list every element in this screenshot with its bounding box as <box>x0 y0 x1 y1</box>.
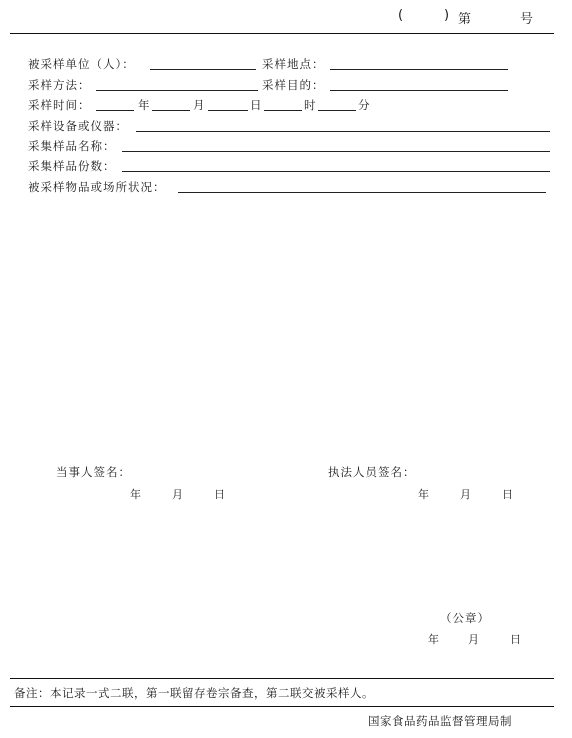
seal-date-month: 月 <box>468 633 480 646</box>
sampling-place-field[interactable] <box>330 69 508 70</box>
sampling-time-label: 采样时间： <box>28 98 91 112</box>
issuer-label: 国家食品药品监督管理局制 <box>368 714 512 728</box>
number-hao-label: 号 <box>520 12 534 27</box>
sampled-unit-label: 被采样单位（人）： <box>28 57 135 71</box>
party-date-year: 年 <box>130 488 142 501</box>
time-month-label: 月 <box>193 98 206 112</box>
time-day-label: 日 <box>250 98 263 112</box>
time-year-field[interactable] <box>96 110 134 111</box>
time-year-label: 年 <box>138 98 151 112</box>
sample-count-label: 采集样品份数： <box>28 159 116 173</box>
condition-label: 被采样物品或场所状况： <box>28 180 166 194</box>
footer-rule-top <box>10 678 554 679</box>
sample-count-field[interactable] <box>122 171 550 172</box>
time-minute-label: 分 <box>358 98 371 112</box>
sampling-method-label: 采样方法： <box>28 78 91 92</box>
sampling-purpose-label: 采样目的： <box>262 78 325 92</box>
sample-name-field[interactable] <box>122 151 550 152</box>
time-hour-label: 时 <box>304 98 317 112</box>
condition-field[interactable] <box>178 192 546 193</box>
equipment-label: 采样设备或仪器： <box>28 119 128 133</box>
party-date-day: 日 <box>214 488 226 501</box>
officer-date-month: 月 <box>460 488 472 501</box>
seal-label: （公章） <box>440 611 490 625</box>
footer-note: 备注：本记录一式二联，第一联留存卷宗备查，第二联交被采样人。 <box>14 686 374 700</box>
sampling-purpose-field[interactable] <box>330 90 508 91</box>
number-paren-open: ( <box>398 8 404 23</box>
seal-date-year: 年 <box>428 633 440 646</box>
footer-rule-bottom <box>10 706 554 707</box>
seal-date-day: 日 <box>510 633 522 646</box>
number-di-label: 第 <box>458 12 472 27</box>
officer-date-day: 日 <box>502 488 514 501</box>
number-paren-close: ) <box>444 8 450 23</box>
sampled-unit-field[interactable] <box>150 69 256 70</box>
officer-date-year: 年 <box>418 488 430 501</box>
time-month-field[interactable] <box>152 110 190 111</box>
header-rule <box>10 33 554 34</box>
officer-signature-label: 执法人员签名： <box>328 465 416 479</box>
party-signature-label: 当事人签名： <box>56 465 131 479</box>
time-day-field[interactable] <box>208 110 248 111</box>
sampling-method-field[interactable] <box>96 90 258 91</box>
time-hour-field[interactable] <box>264 110 302 111</box>
time-minute-field[interactable] <box>318 110 356 111</box>
party-date-month: 月 <box>172 488 184 501</box>
equipment-field[interactable] <box>136 131 550 132</box>
sampling-place-label: 采样地点： <box>262 57 325 71</box>
sample-name-label: 采集样品名称： <box>28 139 116 153</box>
